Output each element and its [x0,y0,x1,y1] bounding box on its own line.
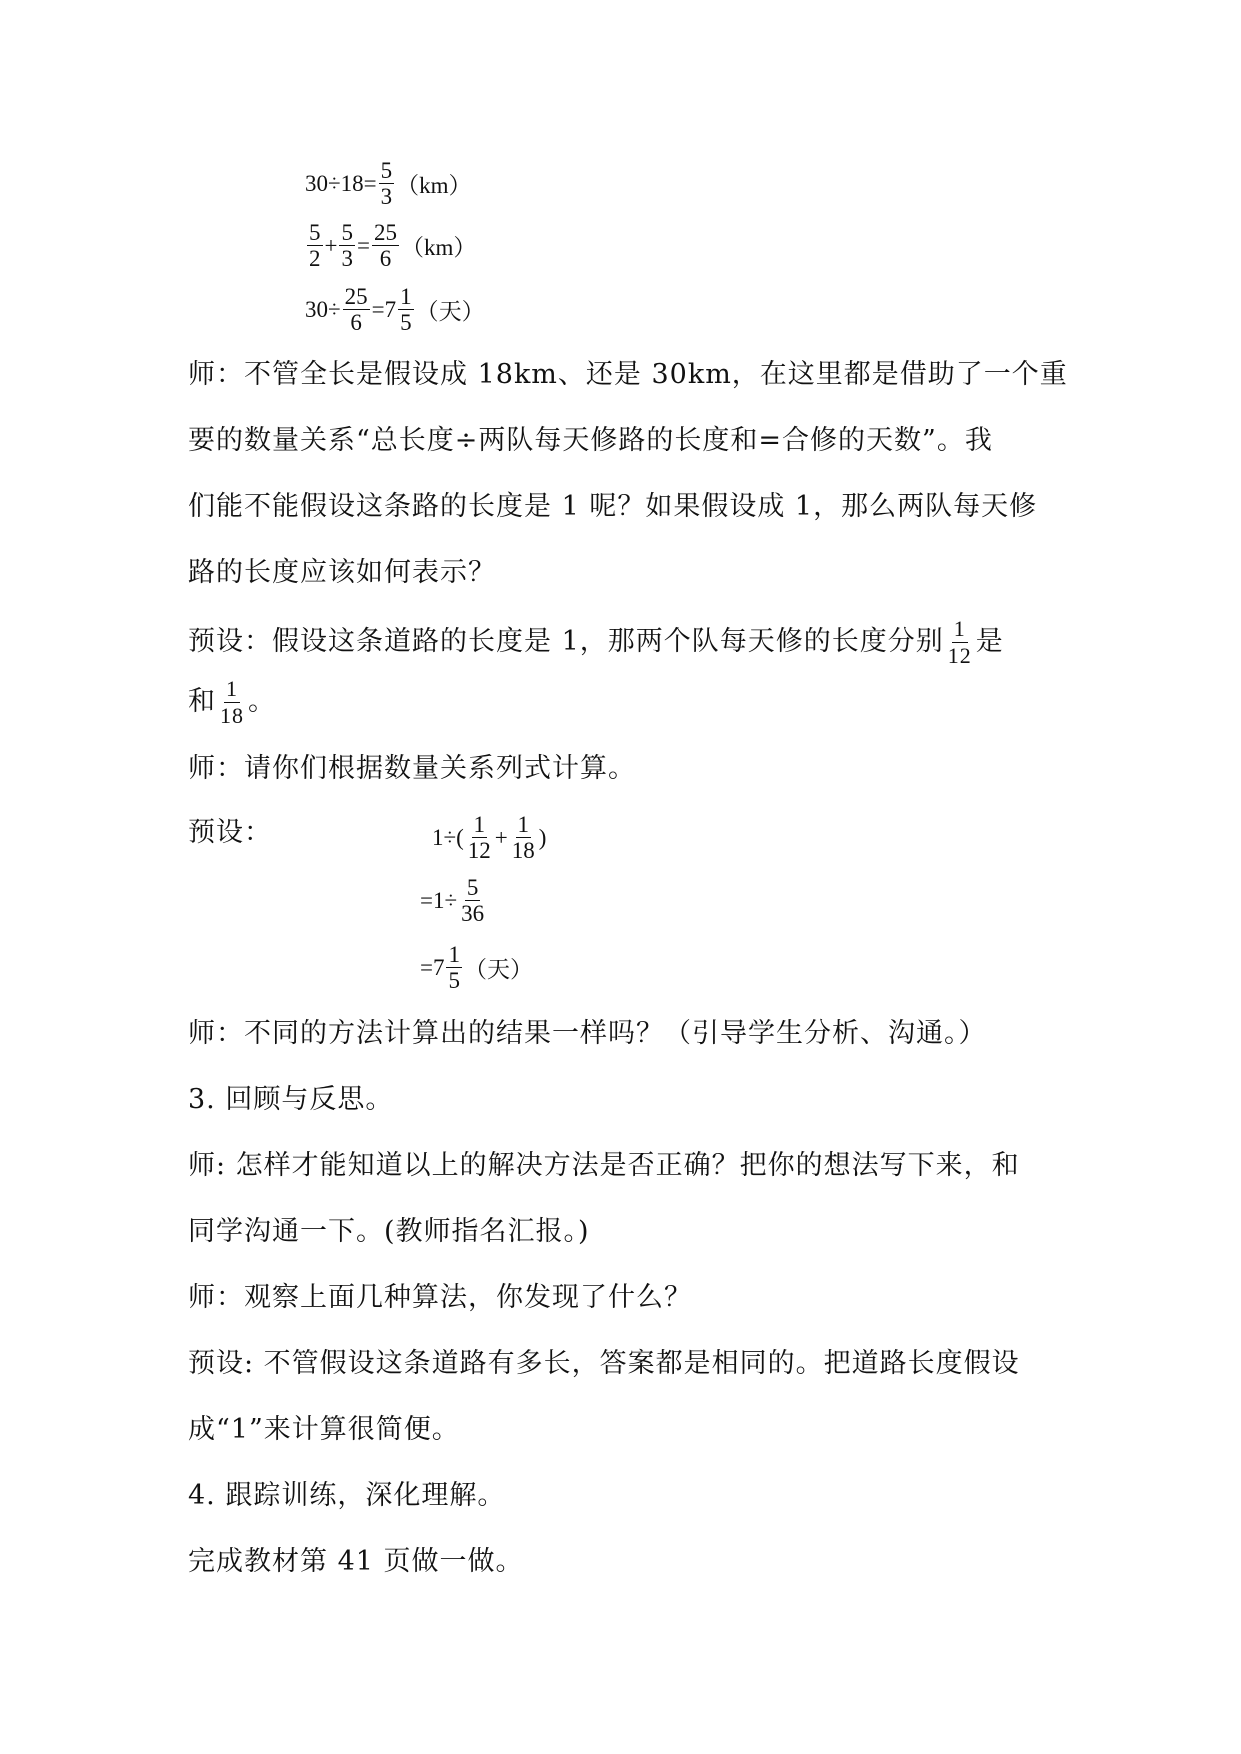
calc-line-1 [305,158,472,210]
unit-text: （天） [415,299,485,325]
fraction: $\frac{5}{2}$ [309,220,321,272]
section-heading: 3. 回顾与反思。 [188,1084,394,1115]
calc-line-6 [420,942,533,994]
paragraph-line: 要的数量关系“总长度÷两队每天修路的长度和=合修的天数”。我 [188,425,993,456]
unit-text: （km） [396,173,472,199]
fraction: $\frac{5}{3}$ [380,158,393,210]
paragraph-line: 同学沟通一下。(教师指名汇报。) [188,1216,590,1247]
paragraph-line: 预设：假设这条道路的长度是 1，那两个队每天修的长度分别 $\frac{1}{12}$ 是 [188,616,1004,668]
calc-text: 30÷ [305,296,341,322]
paragraph-line: 师：观察上面几种算法，你发现了什么？ [188,1282,692,1313]
fraction: $\frac{25}{6}$ [344,284,368,336]
paragraph-line: 师：不同的方法计算出的结果一样吗？（引导学生分析、沟通。） [188,1018,987,1049]
operator: + [324,232,338,258]
preset-label: 预设： [188,817,272,848]
unit-text: （天） [463,957,533,983]
fraction: $\frac{5}{36}$ [461,875,485,927]
calc-text: =1÷ [420,887,458,913]
equals: = [356,232,370,258]
fraction: $\frac{1}{5}$ [448,942,460,994]
calc-line-2 [305,220,476,272]
fraction: $\frac{5}{3}$ [341,220,353,272]
fraction: $\frac{1}{12}$ [947,616,972,668]
fraction: $\frac{25}{6}$ [373,220,397,272]
calc-text: =7 [371,296,397,322]
fraction: $\frac{1}{5}$ [400,284,412,336]
section-heading: 4. 跟踪训练，深化理解。 [188,1480,506,1511]
paragraph-line: 师：不管全长是假设成 18km、还是 30km，在这里都是借助了一个重 [188,359,1068,390]
fraction: $\frac{1}{12}$ [467,812,491,864]
paragraph-line: 们能不能假设这条路的长度是 1 呢？如果假设成 1，那么两队每天修 [188,491,1038,522]
paragraph-line: 完成教材第 41 页做一做。 [188,1546,524,1577]
fraction: $\frac{1}{18}$ [511,812,535,864]
paragraph-line: 师：请你们根据数量关系列式计算。 [188,753,636,784]
unit-text: （km） [400,235,477,261]
paragraph-line: 成“1”来计算很简便。 [188,1414,460,1445]
paragraph-line: 预设: 不管假设这条道路有多长，答案都是相同的。把道路长度假设 [188,1348,1020,1379]
operator: + [494,824,508,850]
paragraph-line: 师: 怎样才能知道以上的解决方法是否正确？把你的想法写下来，和 [188,1150,1020,1181]
calc-text: 1÷( [432,824,464,850]
calc-line-4 [432,812,546,864]
fraction: $\frac{1}{18}$ [220,676,244,728]
calc-text: =7 [420,954,445,980]
calc-line-3 [305,284,485,336]
calc-text: ) [538,824,547,850]
calc-text: 30÷18= [305,170,377,196]
paragraph-line: 和 $\frac{1}{18}$ 。 [188,676,276,728]
paragraph-line: 路的长度应该如何表示？ [188,557,496,588]
calc-line-5 [420,875,488,927]
